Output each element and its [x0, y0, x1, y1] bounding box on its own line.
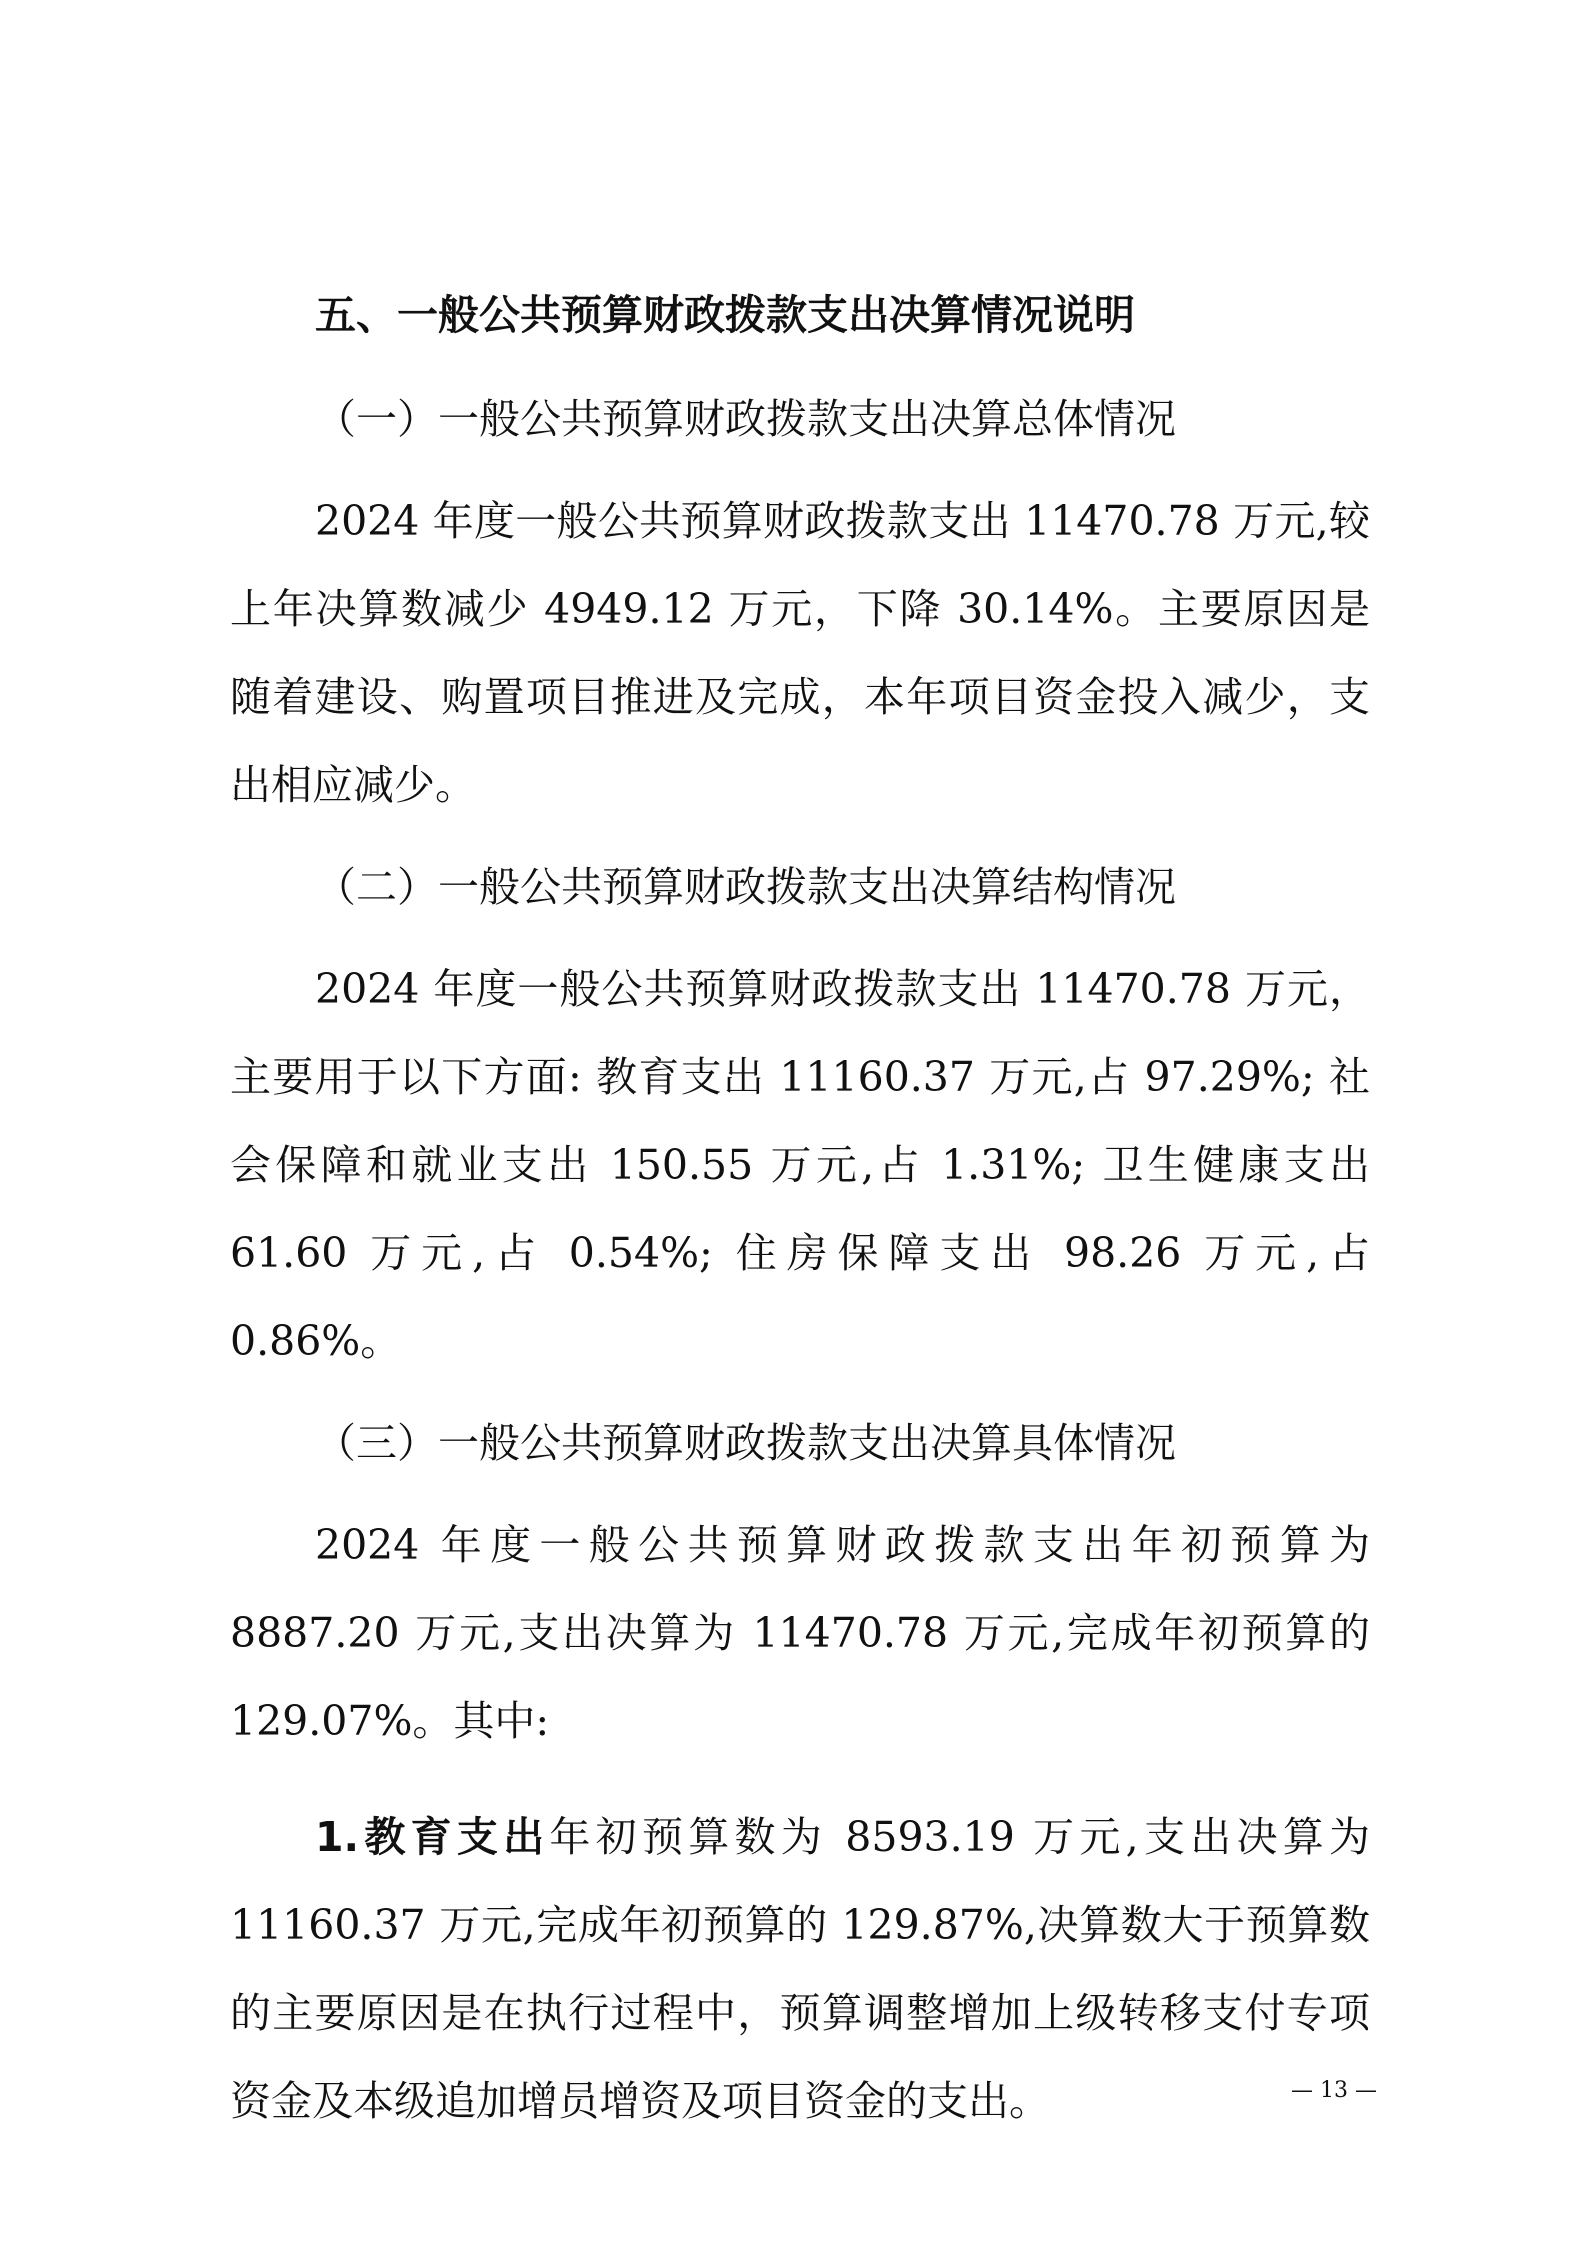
subsection-title-2: （二）一般公共预算财政拨款支出决算结构情况	[315, 863, 1176, 911]
page-number: — 13 —	[1291, 2078, 1377, 2103]
section-title: 五、一般公共预算财政拨款支出决算情况说明	[315, 291, 1135, 339]
paragraph-overall: 2024 年度一般公共预算财政拨款支出 11470.78 万元,较上年决算数减少 4949.12 万元，下降 30.14%。主要原因是随着建设、购置项目推进及完成，本年项目资金投入减少，支出相应减少。	[230, 497, 1370, 809]
paragraph-structure: 2024 年度一般公共预算财政拨款支出 11470.78 万元，主要用于以下方面: 教育支出 11160.37 万元,占 97.29%; 社会保障和就业支出 150.55 万元,占 1.31%; 卫生健康支出 61.60 万元,占 0.54%; 住房保障支出 98.26 万元,占 0.86%。	[230, 965, 1370, 1365]
subsection-title-3: （三）一般公共预算财政拨款支出决算具体情况	[315, 1419, 1176, 1467]
paragraph-details: 2024 年度一般公共预算财政拨款支出年初预算为 8887.20 万元,支出决算为 11470.78 万元,完成年初预算的 129.07%。其中:	[230, 1521, 1370, 1745]
education-text: 年初预算数为 8593.19 万元,支出决算为 11160.37 万元,完成年初预算的 129.87%,决算数大于预算数的主要原因是在执行过程中，预算调整增加上级转移支付专项资金及本级追加增员增资及项目资金的支出。	[230, 1813, 1370, 2125]
paragraph-education	[230, 1793, 1370, 2145]
subsection-title-1: （一）一般公共预算财政拨款支出决算总体情况	[315, 395, 1176, 443]
education-label: 1.教育支出	[315, 1813, 550, 1861]
page-content	[230, 285, 1370, 2173]
